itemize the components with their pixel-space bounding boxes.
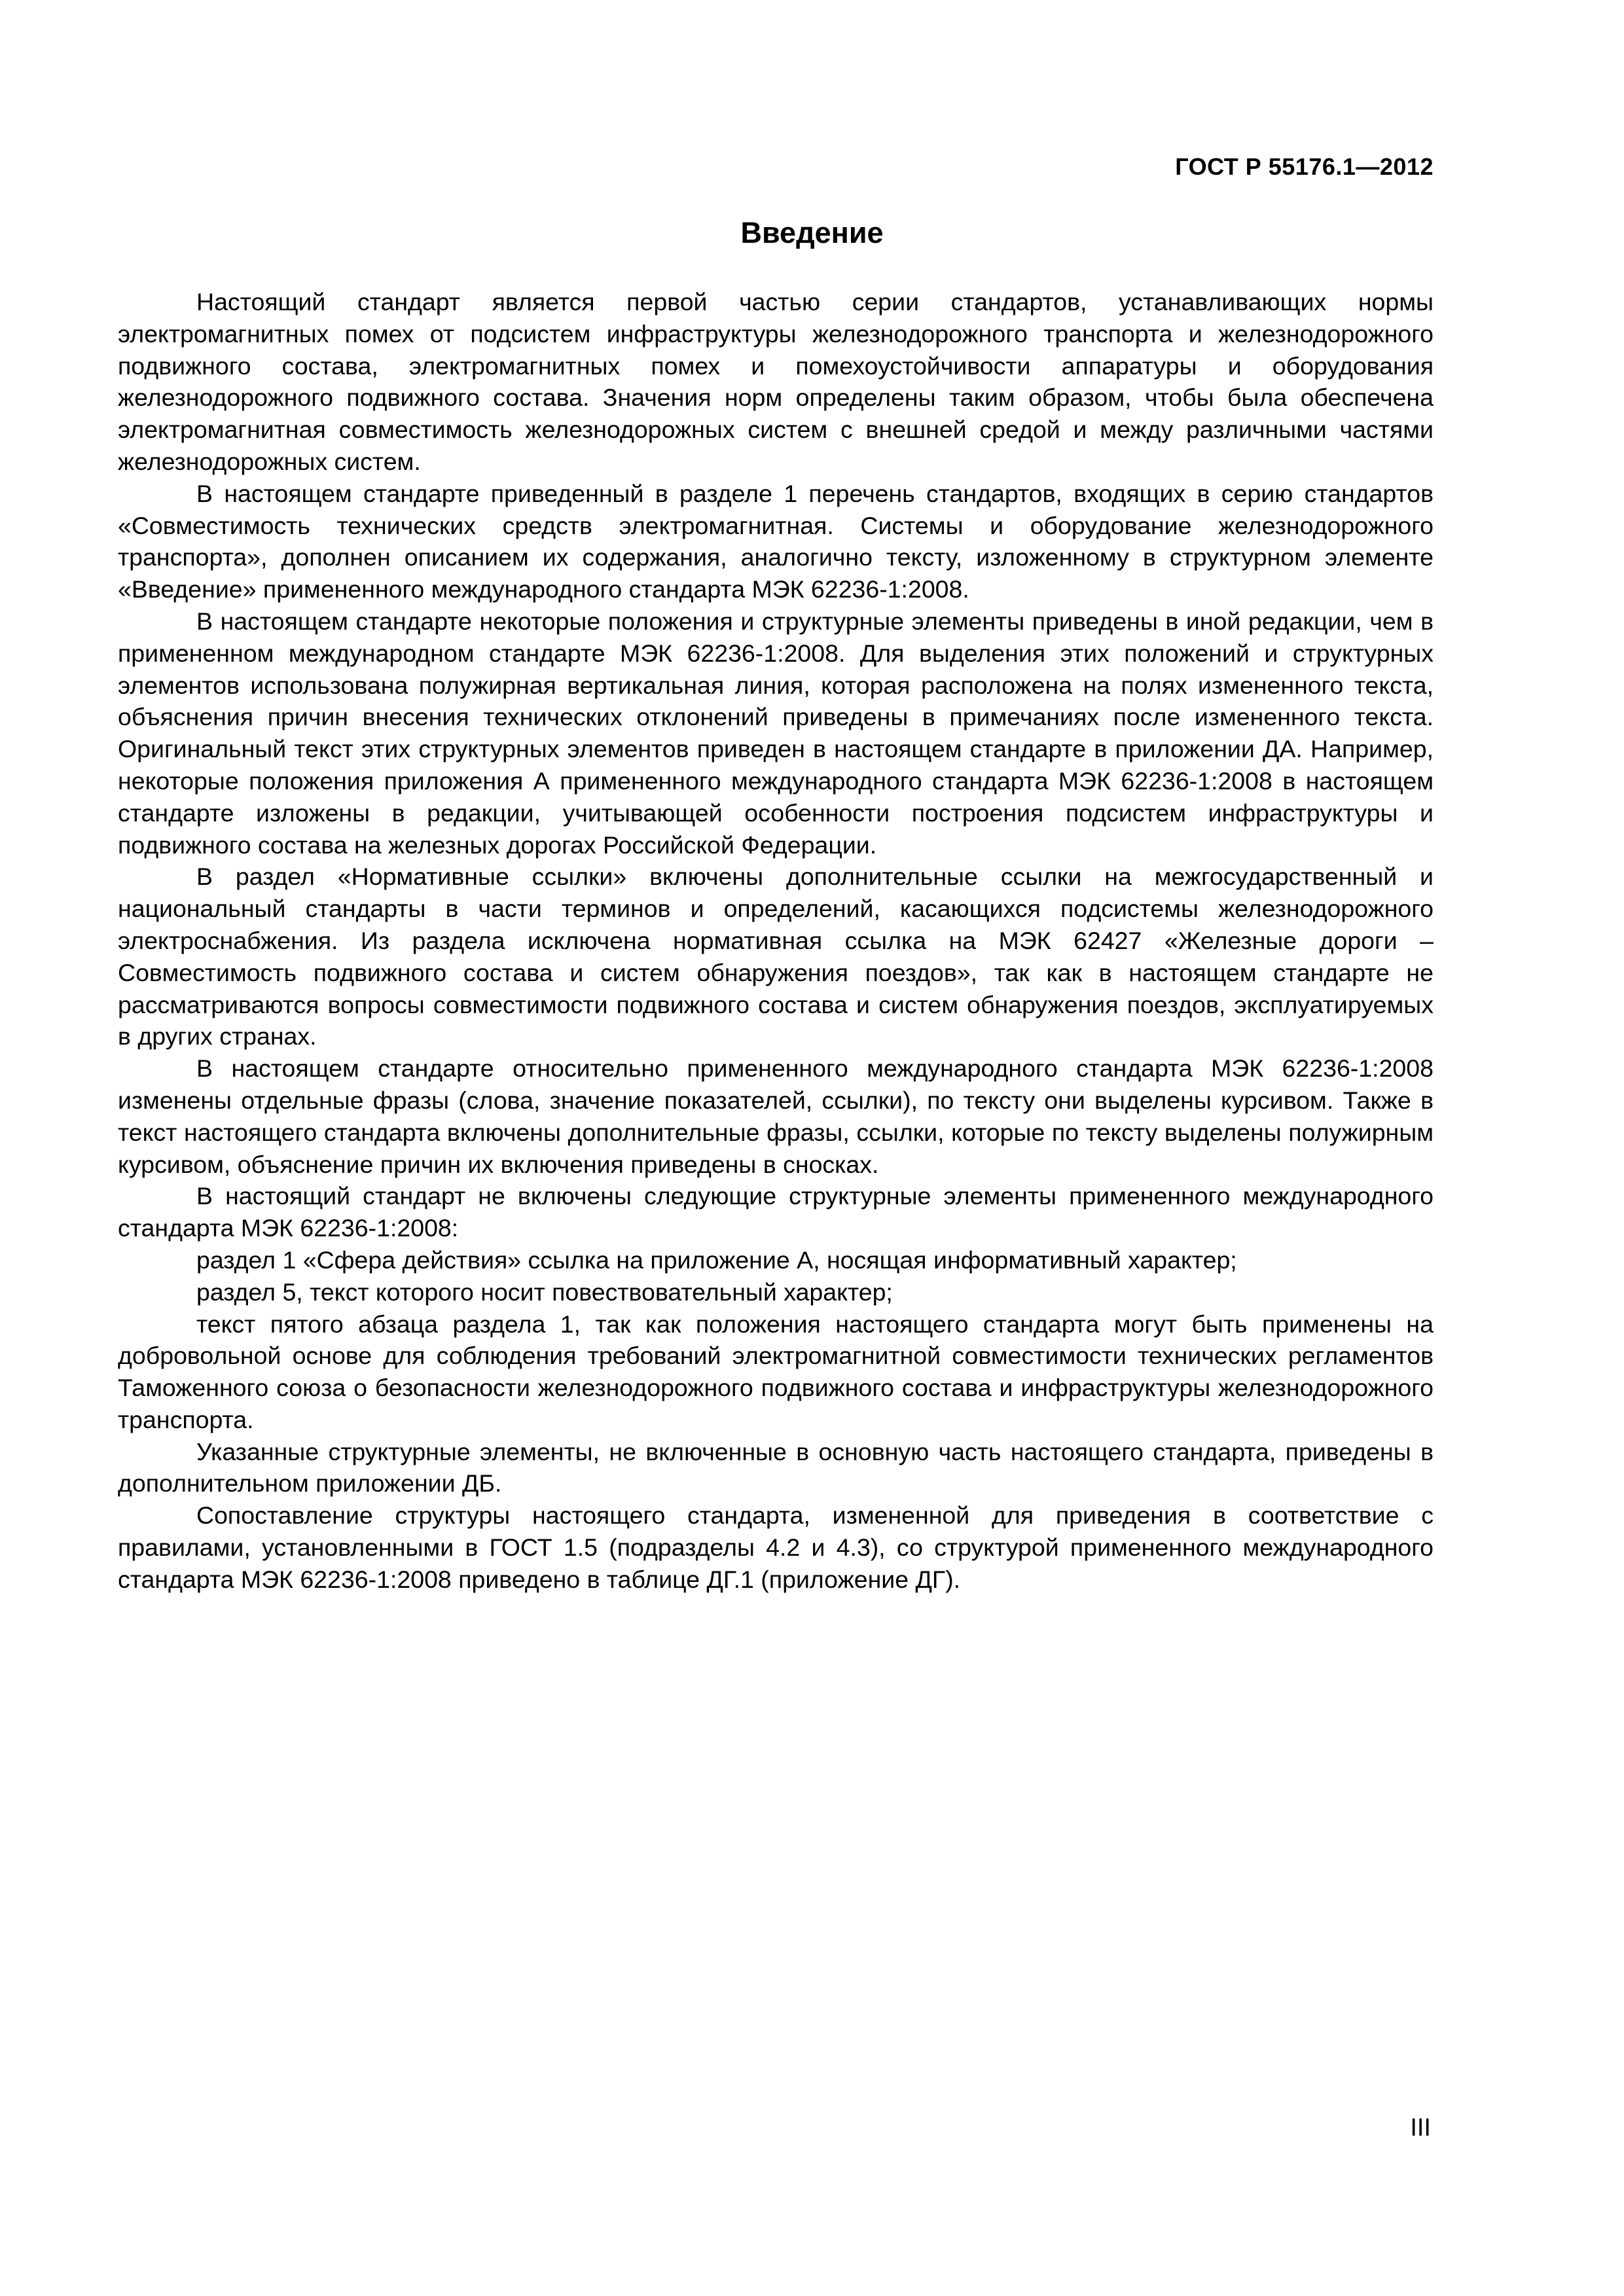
page-number: III [1410, 2114, 1431, 2142]
list-item-fifth-paragraph: текст пятого абзаца раздела 1, так как положения настоящего стандарта могут быть применены на добровольной основе для соблюдения требований электромагнитной совместимости технических регламентов Таможенного союза о безопасности железнодорожного подвижного состава и инфраструктуры железнодорожного транспорта. [118, 1310, 1434, 1433]
body-text [118, 286, 1434, 1596]
document-code-header: ГОСТ Р 55176.1—2012 [1175, 153, 1434, 180]
list-item-section-5: раздел 5, текст которого носит повествовательный характер; [196, 1278, 893, 1306]
paragraph-structure-comparison: Сопоставление структуры настоящего стандарта, измененной для приведения в соответствие с правилами, установленными в ГОСТ 1.5 (подразделы 4.2 и 4.3), со структурой примененного международного стандарта МЭК 62236-1:2008 приведено в таблице ДГ.1 (приложение ДГ). [118, 1501, 1434, 1593]
paragraph-normative-references: В раздел «Нормативные ссылки» включены дополнительные ссылки на межгосударственный и национальный стандарты в части терминов и определений, касающихся подсистемы железнодорожного электроснабжения. Из раздела исключена нормативная ссылка на МЭК 62427 «Железные дороги – Совместимость подвижного состава и систем обнаружения поездов», так как в настоящем стандарте не рассматриваются вопросы совместимости подвижного состава и систем обнаружения поездов, эксплуатируемых в других странах. [118, 863, 1434, 1050]
paragraph-modifications: В настоящем стандарте некоторые положения и структурные элементы приведены в иной редакции, чем в примененном международном стандарте МЭК 62236-1:2008. Для выделения этих положений и структурных элементов использована полужирная вертикальная линия, которая расположена на полях измененного текста, объяснения причин внесения технических отклонений приведены в примечаниях после измененного текста. Оригинальный текст этих структурных элементов приведен в настоящем стандарте в приложении ДА. Например, некоторые положения приложения А примененного международного стандарта МЭК 62236-1:2008 в настоящем стандарте изложены в редакции, учитывающей особенности построения подсистем инфраструктуры и подвижного состава на железных дорогах Российской Федерации. [118, 607, 1434, 859]
paragraph-annex-db: Указанные структурные элементы, не включенные в основную часть настоящего стандарта, приведены в дополнительном приложении ДБ. [118, 1437, 1434, 1498]
section-title: Введение [740, 216, 884, 249]
paragraph-changed-phrases: В настоящем стандарте относительно примененного международного стандарта МЭК 62236-1:2008 изменены отдельные фразы (слова, значение показателей, ссылки), по тексту они выделены курсивом. Также в текст настоящего стандарта включены дополнительные фразы, ссылки, которые по тексту выделены полужирным курсивом, объяснение причин их включения приведены в сносках. [118, 1054, 1434, 1178]
paragraph-series-list: В настоящем стандарте приведенный в разделе 1 перечень стандартов, входящих в серию стандартов «Совместимость технических средств электромагнитная. Системы и оборудование железнодорожного транспорта», дополнен описанием их содержания, аналогично тексту, изложенному в структурном элементе «Введение» примененного международного стандарта МЭК 62236-1:2008. [118, 479, 1434, 603]
list-item-section-1: раздел 1 «Сфера действия» ссылка на приложение А, носящая информативный характер; [196, 1246, 1237, 1274]
paragraph-purpose: Настоящий стандарт является первой частью серии стандартов, устанавливающих нормы электромагнитных помех от подсистем инфраструктуры железнодорожного транспорта и железнодорожного подвижного состава, электромагнитных помех и помехоустойчивости аппаратуры и оборудования железнодорожного подвижного состава. Значения норм определены таким образом, чтобы была обеспечена электромагнитная совместимость железнодорожных систем с внешней средой и между различными частями железнодорожных систем. [118, 288, 1434, 475]
paragraph-excluded-elements: В настоящий стандарт не включены следующие структурные элементы примененного международного стандарта МЭК 62236-1:2008: [118, 1182, 1434, 1242]
